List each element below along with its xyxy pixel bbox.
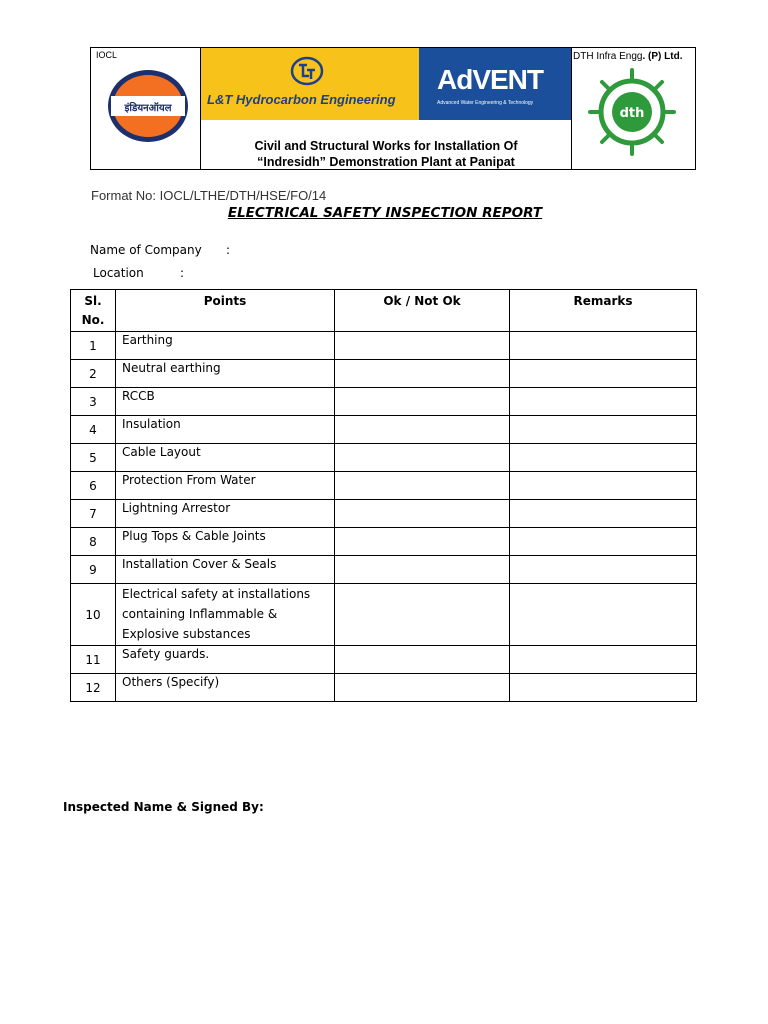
row-remarks-cell[interactable] — [510, 646, 697, 674]
header-points: Points — [116, 290, 335, 332]
table-row — [71, 416, 697, 444]
row-point: Installation Cover & Seals — [116, 556, 335, 584]
row-point: Protection From Water — [116, 472, 335, 500]
iocl-logo-icon — [107, 68, 189, 144]
advent-logo-text: AdVENT — [437, 64, 543, 95]
row-sl-no: 5 — [71, 444, 116, 472]
row-ok-not-ok-cell[interactable] — [335, 444, 510, 472]
report-title: ELECTRICAL SAFETY INSPECTION REPORT — [227, 205, 543, 221]
format-number: Format No: IOCL/LTHE/DTH/HSE/FO/14 — [91, 188, 327, 203]
lt-title: L&T Hydrocarbon Engineering — [207, 92, 396, 107]
header-ok-not-ok: Ok / Not Ok — [335, 290, 510, 332]
row-sl-no: 9 — [71, 556, 116, 584]
table-header-row — [71, 290, 697, 332]
lt-logo-icon — [290, 56, 324, 86]
table-row — [71, 674, 697, 702]
row-remarks-cell[interactable] — [510, 332, 697, 360]
row-sl-no: 2 — [71, 360, 116, 388]
row-ok-not-ok-cell[interactable] — [335, 388, 510, 416]
header-sl-no: Sl. No. — [71, 290, 116, 332]
row-ok-not-ok-cell[interactable] — [335, 332, 510, 360]
iocl-logo-text: इंडियनऑयल — [124, 103, 172, 114]
row-ok-not-ok-cell[interactable] — [335, 674, 510, 702]
row-remarks-cell[interactable] — [510, 584, 697, 646]
table-row — [71, 444, 697, 472]
table-row — [71, 360, 697, 388]
header-divider — [571, 48, 572, 169]
row-point: Cable Layout — [116, 444, 335, 472]
row-remarks-cell[interactable] — [510, 500, 697, 528]
row-sl-no: 3 — [71, 388, 116, 416]
row-sl-no: 8 — [71, 528, 116, 556]
row-remarks-cell[interactable] — [510, 444, 697, 472]
advent-tagline: Advanced Water Engineering & Technology — [437, 100, 534, 106]
dth-label: DTH Infra Engg. (P) Ltd. — [573, 51, 683, 62]
row-remarks-cell[interactable] — [510, 416, 697, 444]
row-point: Plug Tops & Cable Joints — [116, 528, 335, 556]
row-remarks-cell[interactable] — [510, 556, 697, 584]
row-ok-not-ok-cell[interactable] — [335, 584, 510, 646]
row-point: Insulation — [116, 416, 335, 444]
row-ok-not-ok-cell[interactable] — [335, 556, 510, 584]
row-remarks-cell[interactable] — [510, 528, 697, 556]
dth-logo-text: dth — [619, 106, 645, 121]
project-title-line1: Civil and Structural Works for Installation Of — [254, 139, 518, 153]
row-point: RCCB — [116, 388, 335, 416]
company-colon: : — [226, 243, 231, 257]
row-sl-no: 7 — [71, 500, 116, 528]
row-sl-no: 1 — [71, 332, 116, 360]
row-sl-no: 12 — [71, 674, 116, 702]
row-remarks-cell[interactable] — [510, 360, 697, 388]
row-point: Earthing — [116, 332, 335, 360]
iocl-label: IOCL — [96, 50, 118, 60]
project-title-line2: “Indresidh” Demonstration Plant at Panipat — [257, 155, 515, 169]
row-ok-not-ok-cell[interactable] — [335, 416, 510, 444]
inspection-table — [70, 289, 697, 702]
row-ok-not-ok-cell[interactable] — [335, 528, 510, 556]
row-remarks-cell[interactable] — [510, 674, 697, 702]
table-row — [71, 556, 697, 584]
row-point: Others (Specify) — [116, 674, 335, 702]
table-row — [71, 472, 697, 500]
row-ok-not-ok-cell[interactable] — [335, 646, 510, 674]
table-row — [71, 500, 697, 528]
row-point: Electrical safety at installations containing Inflammable & Explosive substances — [116, 584, 335, 646]
row-point: Safety guards. — [116, 646, 335, 674]
table-row — [71, 332, 697, 360]
header-remarks: Remarks — [510, 290, 697, 332]
row-ok-not-ok-cell[interactable] — [335, 500, 510, 528]
document-header — [90, 47, 696, 170]
location-colon: : — [180, 266, 185, 280]
table-row — [71, 528, 697, 556]
row-remarks-cell[interactable] — [510, 472, 697, 500]
inspected-by-label: Inspected Name & Signed By: — [63, 800, 264, 814]
row-sl-no: 4 — [71, 416, 116, 444]
row-sl-no: 6 — [71, 472, 116, 500]
project-title — [201, 138, 571, 170]
table-row — [71, 584, 697, 646]
company-label: Name of Company — [90, 243, 202, 257]
row-remarks-cell[interactable] — [510, 388, 697, 416]
row-sl-no: 10 — [71, 584, 116, 646]
row-point: Lightning Arrestor — [116, 500, 335, 528]
row-point: Neutral earthing — [116, 360, 335, 388]
table-row — [71, 646, 697, 674]
advent-banner — [419, 48, 571, 120]
row-sl-no: 11 — [71, 646, 116, 674]
row-ok-not-ok-cell[interactable] — [335, 472, 510, 500]
location-label: Location — [93, 266, 144, 280]
row-ok-not-ok-cell[interactable] — [335, 360, 510, 388]
table-row — [71, 388, 697, 416]
lt-banner — [201, 48, 419, 120]
dth-wheel-logo-icon — [585, 68, 679, 156]
